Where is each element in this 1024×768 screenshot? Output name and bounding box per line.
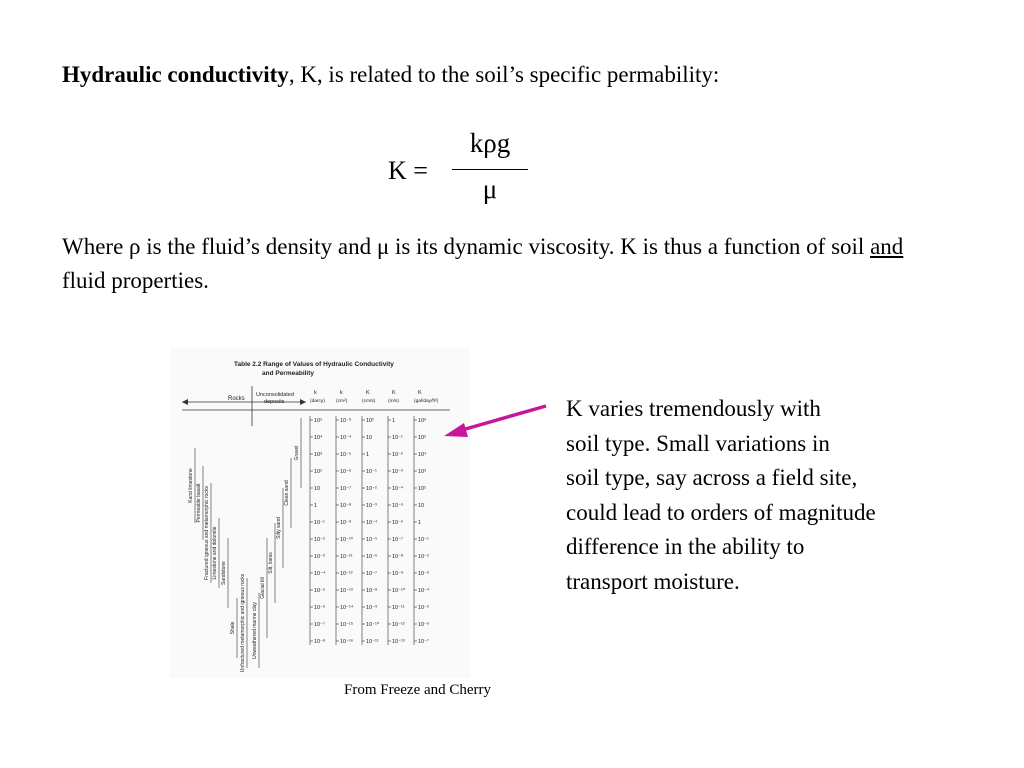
scale-value: 10⁻⁶	[366, 554, 378, 560]
scale-value: 10⁻⁵	[392, 503, 404, 509]
scale-value: 10⁻¹⁰	[366, 622, 380, 628]
scale-value: 10⁻³	[392, 469, 403, 475]
scale-value: 10⁻³	[340, 418, 351, 424]
callout-line: K varies tremendously with	[566, 396, 821, 421]
scale-value: 10⁻⁷	[418, 639, 430, 645]
rock-label: Permeable basalt	[196, 483, 202, 523]
rock-label: Sandstone	[221, 561, 227, 585]
scale-value: 10⁻¹²	[392, 622, 405, 628]
unit-label: (cm/s)	[362, 399, 376, 404]
unit-label: (gal/day/ft²)	[414, 399, 439, 404]
unit-label: (m/s)	[388, 399, 399, 404]
callout-line: soil type. Small variations in	[566, 430, 830, 456]
scale-value: 10⁻¹⁰	[340, 537, 354, 543]
scale-value: 10⁻⁹	[366, 605, 378, 611]
scale-value: 10⁻²	[418, 554, 429, 560]
scale-value: 10⁻⁷	[340, 486, 352, 492]
figure-col-rocks: Rocks	[228, 396, 245, 402]
scale-value: 10⁻⁹	[392, 571, 404, 577]
equation-denominator: μ	[482, 174, 498, 204]
scale-value: 10²	[314, 469, 322, 475]
deposit-label: Gravel	[294, 445, 300, 461]
scale-value: 10⁻³	[314, 554, 325, 560]
scale-value: 10⁵	[418, 435, 427, 441]
scale-value: 10⁻¹	[314, 520, 325, 526]
scale-value: 10⁻⁵	[340, 452, 352, 458]
scale-value: 10⁴	[418, 452, 427, 458]
scale-value: 10⁻¹	[366, 469, 377, 475]
arrow-head	[444, 423, 468, 437]
explanation-underlined: and	[870, 234, 904, 259]
figure-title-2: and Permeability	[262, 370, 315, 377]
scale-value: 10⁻⁶	[418, 622, 430, 628]
scale-value: 10⁻¹⁰	[392, 588, 406, 594]
scale-value: 1	[418, 520, 422, 526]
arrow-shaft	[462, 406, 546, 430]
scale-value: 10²	[366, 418, 374, 424]
unit-label: (darcy)	[310, 399, 325, 404]
figure-caption: From Freeze and Cherry	[344, 682, 492, 698]
scale-value: 10⁻¹¹	[366, 639, 379, 645]
scale-value: 10⁻⁴	[340, 435, 352, 441]
callout-line: could lead to orders of magnitude	[566, 499, 876, 525]
scale-value: 10	[314, 486, 321, 492]
scale-value: 10	[418, 503, 425, 509]
scale-value: 10⁻¹³	[392, 639, 405, 645]
scale-value: 10⁵	[314, 418, 323, 424]
scale-value: 10⁻¹⁴	[340, 605, 354, 611]
rock-label: Fractured igneous and metamorphic rocks	[204, 486, 210, 580]
scale-value: 10⁻¹¹	[340, 554, 353, 560]
unit-label: (cm²)	[336, 399, 348, 404]
scale-value: 1	[392, 418, 396, 424]
scale-value: 10⁻⁸	[392, 554, 404, 560]
scale-value: 10⁻⁴	[418, 588, 430, 594]
scale-value: 10⁻⁷	[392, 537, 404, 543]
rock-label: Limestone and dolomite	[212, 526, 218, 580]
scale-value: 10⁻⁴	[366, 520, 378, 526]
callout-line: transport moisture.	[566, 568, 740, 594]
scale-value: 10⁻³	[366, 503, 377, 509]
scale-value: 10⁻²	[392, 452, 403, 458]
deposit-label: Silt, loess	[268, 552, 274, 574]
scale-value: 10⁻⁶	[314, 605, 326, 611]
scale-value: 10⁻¹¹	[392, 605, 405, 611]
deposit-label: Silty sand	[276, 517, 282, 539]
scale-value: 10⁴	[314, 435, 323, 441]
scale-value: 10⁻¹⁵	[340, 622, 354, 628]
deposit-label: Unweathered marine clay	[252, 602, 258, 659]
scale-value: 10⁻⁸	[366, 588, 378, 594]
scale-value: 10⁻⁵	[418, 605, 430, 611]
callout-arrow-icon	[440, 396, 550, 440]
scale-value: 10⁻⁷	[314, 622, 326, 628]
scale-value: 10⁻¹⁶	[340, 639, 354, 645]
unit-symbol: K	[418, 390, 422, 396]
equation-numerator: kρg	[469, 128, 511, 158]
scale-value: 10²	[418, 486, 426, 492]
figure-col-deposits: deposits	[264, 399, 285, 405]
explanation-part1: Where ρ is the fluid’s density and μ is its dynamic viscosity. K is thus a function of soil	[62, 234, 871, 259]
scale-value: 10⁻¹	[418, 537, 429, 543]
scale-value: 10⁻⁶	[392, 520, 404, 526]
rock-label: Unfractured metamorphic and igneous rocks	[240, 573, 246, 673]
scale-value: 10⁻⁹	[340, 520, 352, 526]
scale-value: 10⁻⁸	[340, 503, 352, 509]
unit-symbol: K	[392, 390, 396, 396]
heading-term: Hydraulic conductivity	[62, 62, 289, 87]
explanation-paragraph	[62, 230, 942, 298]
scale-value: 10⁻⁵	[314, 588, 326, 594]
figure-col-unconsolidated: Unconsolidated	[256, 392, 294, 398]
scale-value: 10⁻¹³	[340, 588, 353, 594]
conductivity-table-figure	[170, 348, 470, 678]
explanation-part2: fluid properties.	[62, 268, 209, 293]
scale-value: 10³	[418, 469, 426, 475]
scale-value: 10⁻²	[366, 486, 377, 492]
scale-value: 10	[366, 435, 373, 441]
scale-value: 10⁻¹	[392, 435, 403, 441]
scale-value: 10⁶	[418, 418, 427, 424]
scale-value: 10⁻³	[418, 571, 429, 577]
unit-symbol: k	[314, 390, 317, 396]
scale-value: 10⁻⁴	[392, 486, 404, 492]
callout-line: difference in the ability to	[566, 534, 805, 559]
deposit-label: Glacial till	[260, 577, 266, 599]
scale-value: 1	[314, 503, 318, 509]
scale-value: 10⁻⁵	[366, 537, 378, 543]
scale-value: 10⁻⁷	[366, 571, 378, 577]
fraction-bar	[452, 169, 528, 170]
scale-value: 1	[366, 452, 370, 458]
equation-lhs: K =	[388, 156, 428, 185]
scale-value: 10⁻⁶	[340, 469, 352, 475]
callout-text	[566, 392, 966, 599]
scale-value: 10⁻²	[314, 537, 325, 543]
rock-label: Karst limestone	[188, 468, 194, 503]
figure-title: Table 2.2 Range of Values of Hydraulic Conductivity	[234, 361, 394, 368]
heading	[62, 62, 719, 88]
scale-value: 10⁻¹²	[340, 571, 353, 577]
unit-symbol: k	[340, 390, 343, 396]
scale-value: 10³	[314, 452, 322, 458]
rock-label: Shale	[230, 621, 236, 635]
heading-rest: , K, is related to the soil’s specific permability:	[288, 62, 720, 87]
scale-value: 10⁻⁸	[314, 639, 326, 645]
callout-line: soil type, say across a field site,	[566, 465, 858, 490]
scale-value: 10⁻⁴	[314, 571, 326, 577]
deposit-label: Clean sand	[284, 480, 290, 506]
unit-symbol: K	[366, 390, 370, 396]
